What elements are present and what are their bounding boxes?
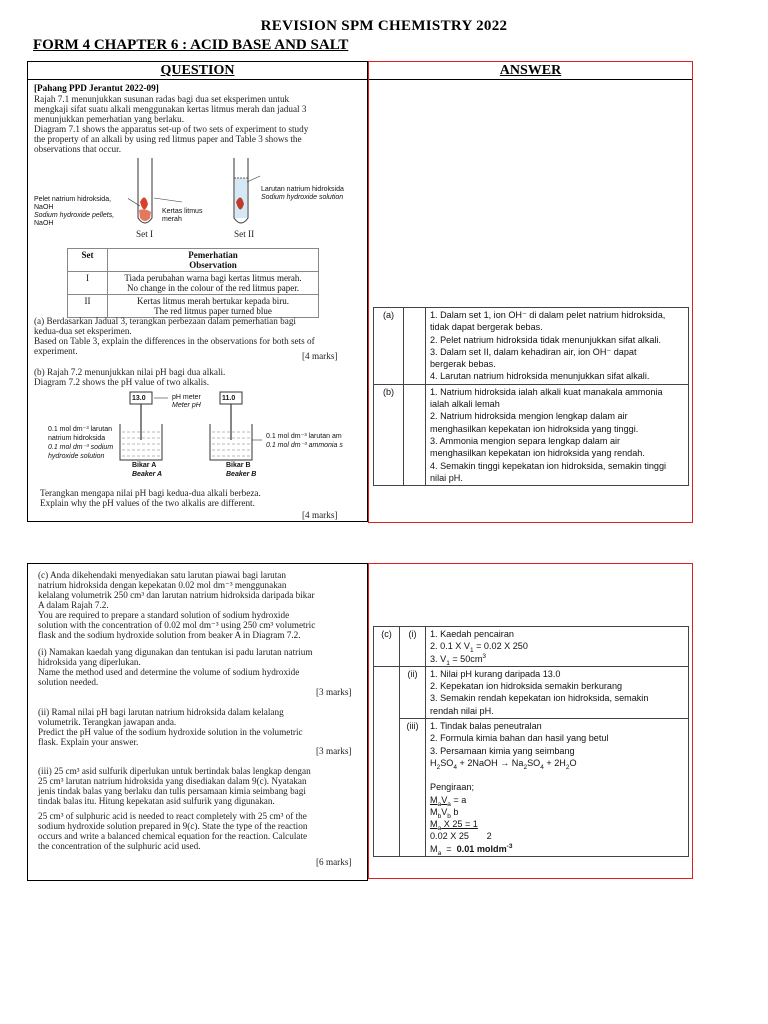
calc-answer: 0.01 moldm [456,843,507,854]
question-c-en-1: You are required to prepare a standard solution of sodium hydroxide [38,610,290,620]
intro-ms-3: menunjukkan pemerhatian yang berlaku. [34,114,185,124]
answer-line: 1. Nilai pH kurang daripada 13.0 [430,668,561,679]
set1-label: Set I [136,229,154,239]
answer-line: tidak dapat bergerak bebas. [430,322,543,333]
eq-part: H [430,757,437,768]
question-c3-en-3: occurs and write a balanced chemical equation for the reaction. Calculate [38,831,308,841]
question-c3-ms-2: 25 cm³ larutan natrium hidroksida yang disediakan dalam 9(c). Nyatakan [38,776,307,786]
beaker-a-solution-2: natrium hidroksida [48,435,106,442]
answer-row-c-i [374,627,689,667]
calc-part: M [430,806,438,817]
answer-text-c-i [426,627,689,667]
litmus-label-1: Kertas litmus [162,208,203,215]
answer-line: 3. Dalam set II, dalam kehadiran air, ion OH⁻ dapat [430,346,637,357]
obs-header-ms: Pemerhatian [188,250,238,260]
calc-part: M [430,819,438,830]
answer-line: 2. Formula kimia bahan dan hasil yang betul [430,733,609,744]
calc-part: M [430,794,438,805]
answer-line: 4. Larutan natrium hidroksida menunjukkan sifat alkali. [430,371,650,382]
chemical-equation [430,757,684,769]
question-c-en-2: solution with the concentration of 0.02 mol dm⁻³ using 250 cm³ volumetric [38,620,316,630]
table-row [68,272,319,295]
beaker-a-solution-4: hydroxide solution [48,453,105,460]
obs-text-ms: Kertas litmus merah bertukar kepada biru. [137,296,289,306]
answer-row-b [374,384,689,485]
answer-line: 1. Kaedah pencairan [430,629,514,639]
question-a-en-2: experiment. [34,346,78,356]
answer-spacer [404,384,426,485]
intro-ms-2: mengkaji sifat suatu alkali menggunakan kertas litmus merah dan jadual 3 [34,104,307,114]
eq-part: + 2H [543,757,566,768]
subscript: a [437,800,442,808]
answer-line: 2. Natrium hidroksida mengion lengkap dalam air [430,411,628,422]
beaker-b-label-ms: Bikar B [226,462,251,469]
question-c3-ms-1: (iii) 25 cm³ asid sulfurik diperlukan untuk bertindak balas lengkap dengan [38,766,311,776]
question-c2-ms-2: volumetrik. Terangkan jawapan anda. [38,717,177,727]
subscript: 4 [453,763,457,771]
table-cell-set: II [68,295,108,318]
question-c3-marks: [6 marks] [316,857,352,867]
subscript: 4 [540,763,544,771]
calc-part: b [450,806,459,817]
answer-line: 1. Tindak balas peneutralan [430,721,542,732]
question-box-1 [27,61,368,522]
intro-en-1: Diagram 7.1 shows the apparatus set-up of two sets of experiment to study [34,124,309,134]
subscript: 1 [469,647,474,655]
intro-en-2: the property of an alkali by using red litmus paper and Table 3 shows the [34,134,302,144]
blank-line [430,769,684,781]
answer-label-b: (b) [374,384,404,485]
table-header-observation [108,249,319,272]
answer-spacer [404,308,426,385]
answer-box-2 [368,563,693,879]
calc-part: = [441,843,457,854]
answer-text-c-ii [426,666,689,718]
beaker-b-label-en: Beaker B [226,471,257,478]
question-b-marks: [4 marks] [302,510,338,520]
superscript: -3 [506,842,513,850]
answer-line: bergerak bebas. [430,359,496,370]
question-column-header: QUESTION [28,62,367,80]
answer-line: 2. Kepekatan ion hidroksida semakin berkurang [430,681,623,692]
subscript: 2 [565,763,570,771]
beaker-a-solution-1: 0.1 mol dm⁻³ larutan [48,426,112,433]
eq-part: SO [527,757,541,768]
answer-label-a: (a) [374,308,404,385]
calc-line: 0.02 X 25 2 [430,831,492,842]
question-c1-marks: [3 marks] [316,687,352,697]
question-source: [Pahang PPD Jerantut 2022-09] [34,83,159,93]
eq-part: O [569,757,577,768]
question-c2-en-1: Predict the pH value of the sodium hydroxide solution in the volumetric [38,727,303,737]
answer-label-iii: (iii) [400,719,426,857]
superscript: 3 [482,652,487,660]
answer-text-a [426,308,689,385]
obs-header-en: Observation [189,260,237,270]
calc-part: M [430,843,438,854]
obs-text-en: The red litmus paper turned blue [154,306,272,316]
intro-ms-1: Rajah 7.1 menunjukkan susunan radas bagi dua set eksperimen untuk [34,94,290,104]
pellet-label-ms-2: NaOH [34,204,54,211]
subscript: b [447,812,451,820]
question-c3-ms-3: jenis tindak balas yang berlaku dan tulis persamaan kimia seimbang bagi [38,786,306,796]
pellet-label-en-1: Sodium hydroxide pellets, [34,212,115,219]
answer-box-1 [368,61,693,523]
question-c1-ms-2: hidroksida yang diperlukan. [38,657,141,667]
question-c2-ms-1: (ii) Ramal nilai pH bagi larutan natrium hidroksida dalam kelalang [38,707,284,717]
answer-spacer [374,666,400,718]
answer-line: 1. Dalam set 1, ion OH⁻ di dalam pelet natrium hidroksida, [430,310,666,320]
answer-line: nilai pH. [430,472,463,483]
question-b-ms: (b) Rajah 7.2 menunjukkan nilai pH bagi dua alkali. [34,367,226,377]
subscript: 2 [436,763,441,771]
answer-line [430,640,684,655]
question-c3-ms-4: tindak balas itu. Hitung kepekatan asid sulfurik yang digunakan. [38,796,275,806]
question-b-explain-en: Explain why the pH values of the two alkalis are different. [40,498,255,508]
beaker-a-label-en: Beaker A [132,471,163,478]
solution-label-ms: Larutan natrium hidroksida [261,186,344,193]
solution-label-en: Sodium hydroxide solution [261,194,344,201]
test-tube-diagram [128,158,278,230]
eq-part: + 2NaOH → Na [456,757,524,768]
ph-reading-b: 11.0 [222,395,236,402]
question-b-explain-ms: Terangkan mengapa nilai pH bagi kedua-dua alkali berbeza. [40,488,261,498]
answer-line: 4. Semakin tinggi kepekatan ion hidroksida, semakin tinggi [430,460,667,471]
answer-fragment: = 50cm [449,653,483,664]
obs-text-en: No change in the colour of the red litmus paper. [127,283,299,293]
page-subtitle: FORM 4 CHAPTER 6 : ACID BASE AND SALT [33,37,349,53]
calc-line [430,806,684,818]
question-c1-en-2: solution needed. [38,677,99,687]
answer-row-c-ii [374,666,689,718]
subscript: a [437,849,442,857]
answer-table-2 [373,626,689,857]
answer-label-ii: (ii) [400,666,426,718]
question-c-ms-1: (c) Anda dikehendaki menyediakan satu larutan piawai bagi larutan [38,570,286,580]
answer-line [430,653,684,665]
answer-line: 3. Persamaan kimia yang seimbang [430,745,575,756]
observation-table [67,248,319,318]
question-c-ms-2: natrium hidroksida dengan kepekatan 0.02 mol dm⁻³ menggunakan [38,580,287,590]
subscript: a [437,824,442,832]
answer-label-c: (c) [374,627,400,667]
answer-line: 3. Semakin rendah kepekatan ion hidroksida, semakin [430,693,649,704]
answer-row-a [374,308,689,385]
litmus-label-2: merah [162,216,182,223]
ph-meter-label-en: pH meter [172,394,201,401]
question-b-en: Diagram 7.2 shows the pH value of two alkalis. [34,377,210,387]
answer-line: 3. Ammonia mengion separa lengkap dalam air [430,435,621,446]
question-c2-en-2: flask. Explain your answer. [38,737,139,747]
intro-en-3: observations that occur. [34,144,122,154]
answer-spacer [374,719,400,857]
subscript: b [437,812,442,820]
table-cell-set: I [68,272,108,295]
question-c-ms-3: kelalang volumetrik 250 cm³ dan larutan natrium hidroksida daripada bikar [38,590,315,600]
answer-text-b [426,384,689,485]
question-a-en-1: Based on Table 3, explain the differences in the observations for both sets of [34,336,315,346]
answer-fragment: = 0.02 X 250 [473,641,528,652]
ph-meter-label-ms: Meter pH [172,402,201,409]
answer-row-c-iii [374,719,689,857]
pellet-label-ms-1: Pelet natrium hidroksida, [34,196,112,203]
question-c3-en-4: the concentration of the sulphuric acid used. [38,841,201,851]
answer-column-header: ANSWER [369,62,692,80]
pellet-label-en-2: NaOH [34,220,54,227]
answer-line: menghasilkan kepekatan ion hidroksida yang tinggi. [430,423,639,434]
question-c-en-3: flask and the sodium hydroxide solution from beaker A in Diagram 7.2. [38,630,301,640]
answer-label-i: (i) [400,627,426,667]
calc-part: X 25 = 1 [441,819,478,830]
question-c1-en-1: Name the method used and determine the volume of sodium hydroxide [38,667,300,677]
calculation-title: Pengiraan; [430,782,474,793]
question-box-2 [27,563,368,881]
question-a-marks: [4 marks] [302,351,338,361]
ph-reading-a: 13.0 [132,395,146,402]
beaker-a-solution-3: 0.1 mol dm⁻³ sodium [48,444,114,451]
answer-fragment: 3. V [430,653,447,664]
beaker-b-solution-1: 0.1 mol dm⁻³ larutan am [266,433,342,440]
calc-line [430,794,684,806]
table-row [68,295,319,318]
calc-part: V [441,794,448,805]
question-a-ms-2: kedua-dua set eksperimen. [34,326,132,336]
answer-fragment: 2. 0.1 X V [430,641,470,652]
beaker-b-solution-2: 0.1 mol dm⁻³ ammonia s [266,442,343,449]
answer-table-1 [373,307,689,486]
page-title: REVISION SPM CHEMISTRY 2022 [260,18,508,34]
eq-part: SO [440,757,454,768]
answer-line: rendah nilai pH. [430,705,494,716]
table-cell-observation [108,272,319,295]
answer-line: ialah alkali lemah [430,399,500,410]
answer-line: menghasilkan kepekatan ion hidroksida yang rendah. [430,448,645,459]
subscript: 1 [446,659,450,667]
obs-text-ms: Tiada perubahan warna bagi kertas litmus merah. [124,273,302,283]
calc-part: = a [450,794,467,805]
answer-line: 2. Pelet natrium hidroksida tidak menunjukkan sifat alkali. [430,334,661,345]
set2-label: Set II [234,229,255,239]
question-c2-marks: [3 marks] [316,746,352,756]
calc-line [430,843,684,855]
calc-line [430,818,684,830]
subscript: a [447,800,451,808]
calc-part: V [441,806,448,817]
answer-text-c-iii [426,719,689,857]
question-c3-en-1: 25 cm³ of sulphuric acid is needed to react completely with 25 cm³ of the [38,811,307,821]
subscript: 2 [523,763,528,771]
table-header-set: Set [68,249,108,272]
question-c-ms-4: A dalam Rajah 7.2. [38,600,109,610]
answer-line: 1. Natrium hidroksida ialah alkali kuat manakala ammonia [430,386,663,397]
question-c3-en-2: sodium hydroxide solution prepared in 9(c). State the type of the reaction [38,821,308,831]
table-cell-observation [108,295,319,318]
question-a-ms-1: (a) Berdasarkan Jadual 3, terangkan perbezaan dalam pemerhatian bagi [34,316,296,326]
question-c1-ms-1: (i) Namakan kaedah yang digunakan dan tentukan isi padu larutan natrium [38,647,313,657]
beaker-a-label-ms: Bikar A [132,462,157,469]
